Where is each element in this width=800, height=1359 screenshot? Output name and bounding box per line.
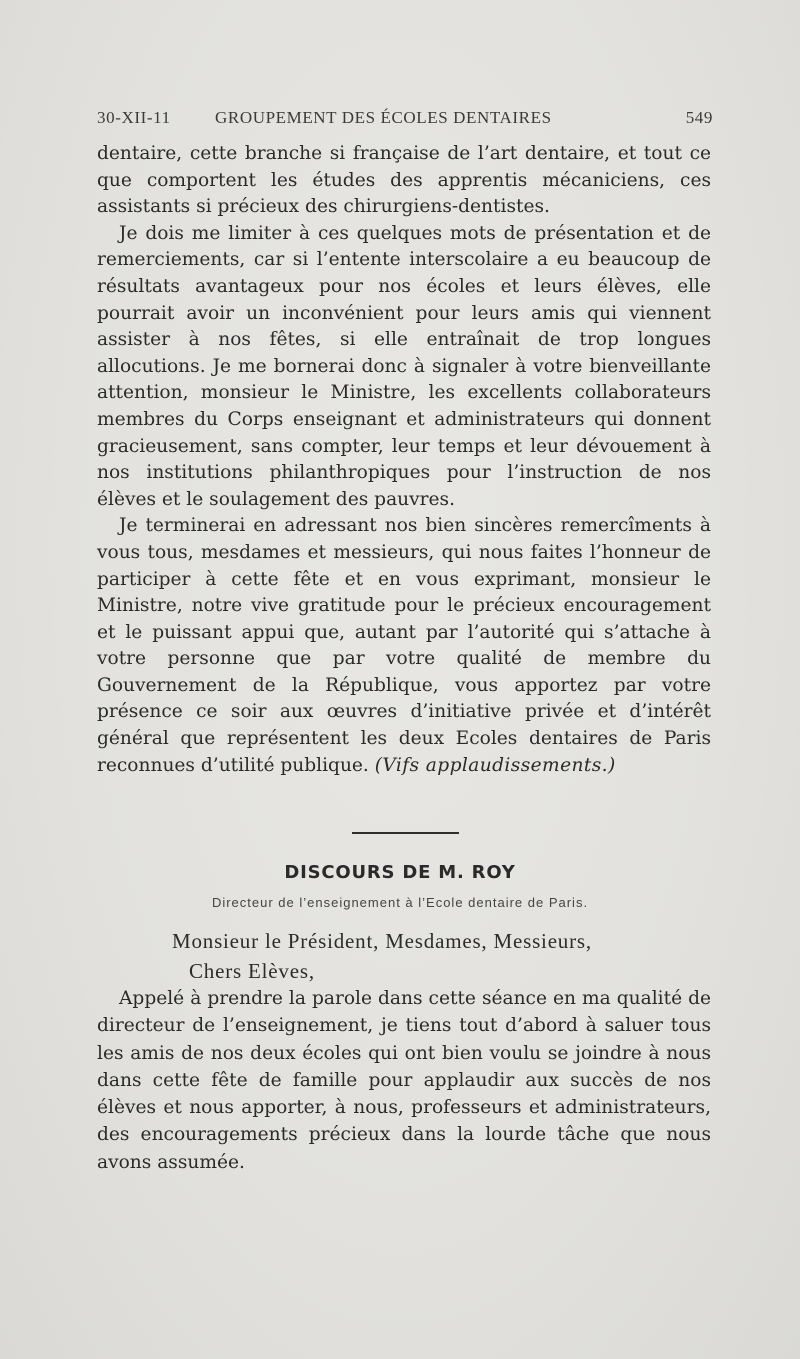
header-title: GROUPEMENT DES ÉCOLES DENTAIRES	[215, 108, 552, 127]
running-head	[97, 108, 713, 134]
paragraph-closing	[97, 513, 711, 779]
header-date: 30-XII-11	[97, 108, 171, 127]
page-number: 549	[685, 108, 713, 127]
paragraph: Je dois me limiter à ces quelques mots de présentation et de remerciements, car si l’entente interscolaire a eu beaucoup de résultats avantageux pour nos écoles et leurs élèves, elle pourrait avoir un inconvénient pour leurs amis qui viennent assister à nos fêtes, si elle entraînait de trop longues allocutions. Je me bornerai donc à signaler à votre bienveillante attention, monsieur le Ministre, les excellents collaborateurs membres du Corps enseignant et administrateurs qui donnent gracieusement, sans compter, leur temps et leur dévouement à nos institutions philanthropiques pour l’instruction de nos élèves et le soulagement des pauvres.	[97, 222, 711, 510]
speech-subtitle: Directeur de l’enseignement à l’Ecole dentaire de Paris.	[211, 895, 589, 910]
main-text	[97, 141, 711, 779]
speech-body	[97, 985, 711, 1176]
speech-heading: DISCOURS DE M. ROY	[284, 862, 516, 883]
section-divider	[352, 832, 459, 834]
paragraph-closing-text: Je terminerai en adressant nos bien sincères remercîments à vous tous, mesdames et messieurs, qui nous faites l’honneur de participer à cette fête et en vous exprimant, monsieur le Ministre, notre vive gratitude pour le précieux encouragement et le puissant appui que, autant par l’autorité qui s’attache à votre personne que par votre qualité de membre du Gouvernement de la République, vous apportez par votre présence ce soir aux œuvres d’initiative privée et d’intérêt général que représentent les deux Ecoles dentaires de Paris reconnues d’utilité publique.	[97, 515, 711, 776]
paragraph-continuation: dentaire, cette branche si française de l’art dentaire, et tout ce que comportent les études des apprentis mécaniciens, ces assistants si précieux des chirurgiens-dentistes.	[97, 143, 711, 218]
salutation-line: Monsieur le Président, Mesdames, Messieurs,	[172, 929, 592, 953]
salutation	[172, 926, 592, 986]
speech-paragraph: Appelé à prendre la parole dans cette séance en ma qualité de directeur de l’enseignement, je tiens tout d’abord à saluer tous les amis de nos deux écoles qui ont bien voulu se joindre à nous dans cette fête de famille pour applaudir aux succès de nos élèves et nous apporter, à nous, professeurs et administrateurs, des encouragements précieux dans la lourde tâche que nous avons assumée.	[97, 988, 711, 1173]
salutation-line: Chers Elèves,	[189, 959, 315, 983]
applause-note: (Vifs applaudissements.)	[374, 754, 616, 776]
